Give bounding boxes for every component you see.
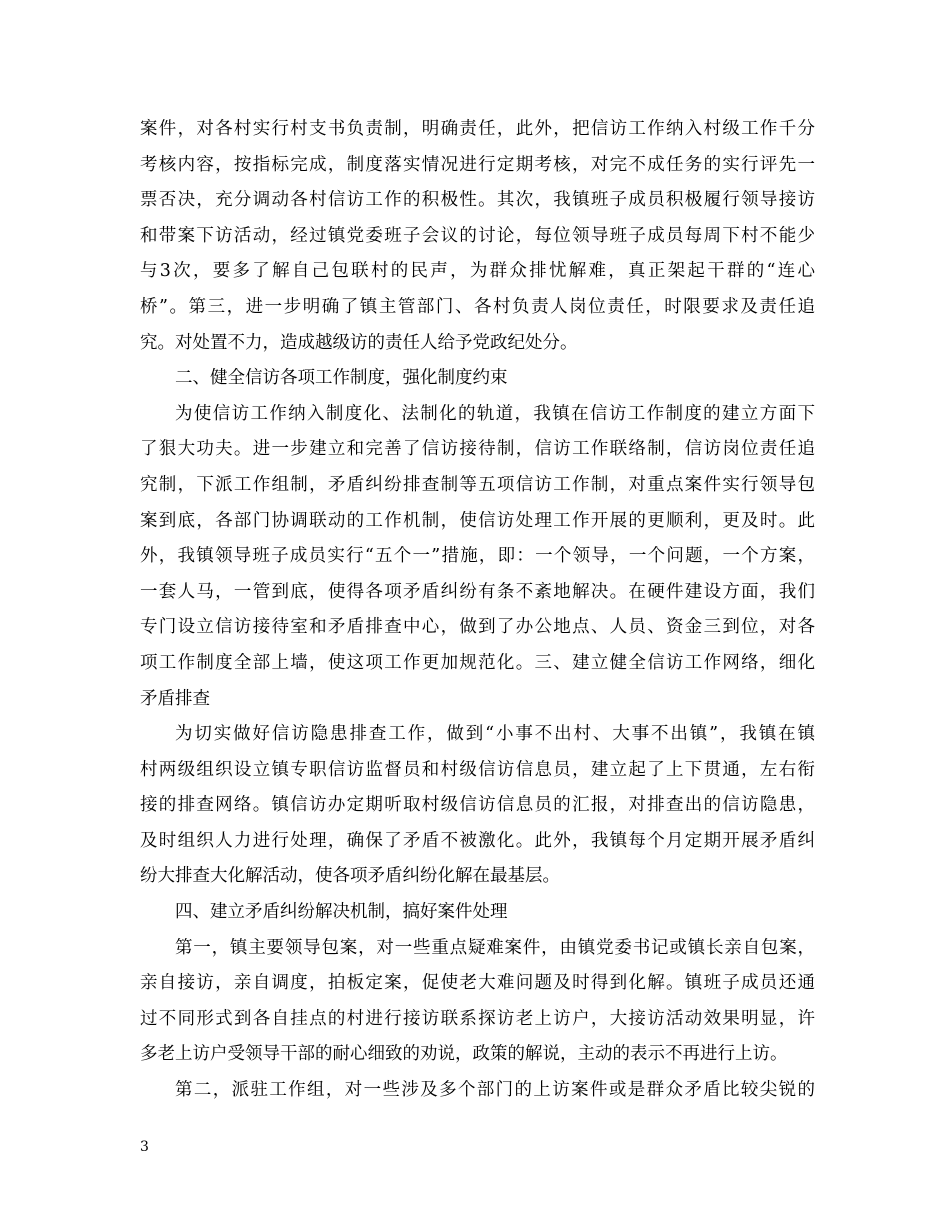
text-line: 项工作制度全部上墙，使这项工作更加规范化。三、建立健全信访工作网络，细化 bbox=[140, 652, 815, 673]
text-line: 及时组织人力进行处理，确保了矛盾不被激化。此外，我镇每个月定期开展矛盾纠 bbox=[140, 830, 815, 851]
text-line: 第一，镇主要领导包案，对一些重点疑难案件，由镇党委书记或镇长亲自包案， bbox=[175, 937, 815, 958]
text-line: 案到底，各部门协调联动的工作机制，使信访处理工作开展的更顺利，更及时。此 bbox=[140, 510, 815, 531]
text-line: 亲自接访，亲自调度，拍板定案，促使老大难问题及时得到化解。镇班子成员还通 bbox=[140, 973, 815, 994]
text-line: 票否决，充分调动各村信访工作的积极性。其次，我镇班子成员积极履行领导接访 bbox=[140, 190, 815, 211]
text-line: 一套人马，一管到底，使得各项矛盾纠纷有条不紊地解决。在硬件建设方面，我们 bbox=[140, 581, 815, 602]
text-line: 多老上访户受领导干部的耐心细致的劝说，政策的解说，主动的表示不再进行上访。 bbox=[140, 1044, 788, 1065]
text-line: 纷大排查大化解活动，使各项矛盾纠纷化解在最基层。 bbox=[140, 866, 560, 887]
body-text bbox=[140, 112, 815, 1109]
text-line: 为切实做好信访隐患排查工作，做到“小事不出村、大事不出镇”，我镇在镇 bbox=[175, 724, 815, 745]
text-line: 专门设立信访接待室和矛盾排查中心，做到了办公地点、人员、资金三到位，对各 bbox=[140, 617, 815, 638]
text-line: 第二，派驻工作组，对一些涉及多个部门的上访案件或是群众矛盾比较尖锐的 bbox=[175, 1080, 815, 1101]
text-line: 接的排查网络。镇信访办定期听取村级信访信息员的汇报，对排查出的信访隐患， bbox=[140, 795, 815, 816]
text-line: 外，我镇领导班子成员实行“五个一”措施，即：一个领导，一个问题，一个方案， bbox=[140, 546, 815, 567]
text-line: 为使信访工作纳入制度化、法制化的轨道，我镇在信访工作制度的建立方面下 bbox=[175, 403, 815, 424]
section-heading: 四、建立矛盾纠纷解决机制，搞好案件处理 bbox=[175, 902, 508, 923]
text-line: 过不同形式到各自挂点的村进行接访联系探访老上访户，大接访活动效果明显，许 bbox=[140, 1008, 815, 1029]
section-heading: 二、健全信访各项工作制度，强化制度约束 bbox=[175, 368, 508, 389]
text-line: 案件，对各村实行村支书负责制，明确责任，此外，把信访工作纳入村级工作千分 bbox=[140, 119, 815, 139]
text-line: 究。对处置不力，造成越级访的责任人给予党政纪处分。 bbox=[140, 332, 578, 353]
text-line: 矛盾排查 bbox=[140, 688, 210, 709]
page-number: 3 bbox=[140, 1139, 149, 1155]
text-line: 村两级组织设立镇专职信访监督员和村级信访信息员，建立起了上下贯通，左右衔 bbox=[140, 759, 815, 780]
text-line: 究制，下派工作组制，矛盾纠纷排查制等五项信访工作制，对重点案件实行领导包 bbox=[140, 474, 815, 495]
text-line: 了狠大功夫。进一步建立和完善了信访接待制，信访工作联络制，信访岗位责任追 bbox=[140, 439, 815, 460]
text-line: 桥”。第三，进一步明确了镇主管部门、各村负责人岗位责任，时限要求及责任追 bbox=[140, 296, 815, 317]
text-line: 考核内容，按指标完成，制度落实情况进行定期考核，对完不成任务的实行评先一 bbox=[140, 154, 815, 175]
text-line: 与3次，要多了解自己包联村的民声，为群众排忧解难，真正架起干群的“连心 bbox=[140, 261, 815, 282]
text-line: 和带案下访活动，经过镇党委班子会议的讨论，每位领导班子成员每周下村不能少 bbox=[140, 225, 815, 246]
